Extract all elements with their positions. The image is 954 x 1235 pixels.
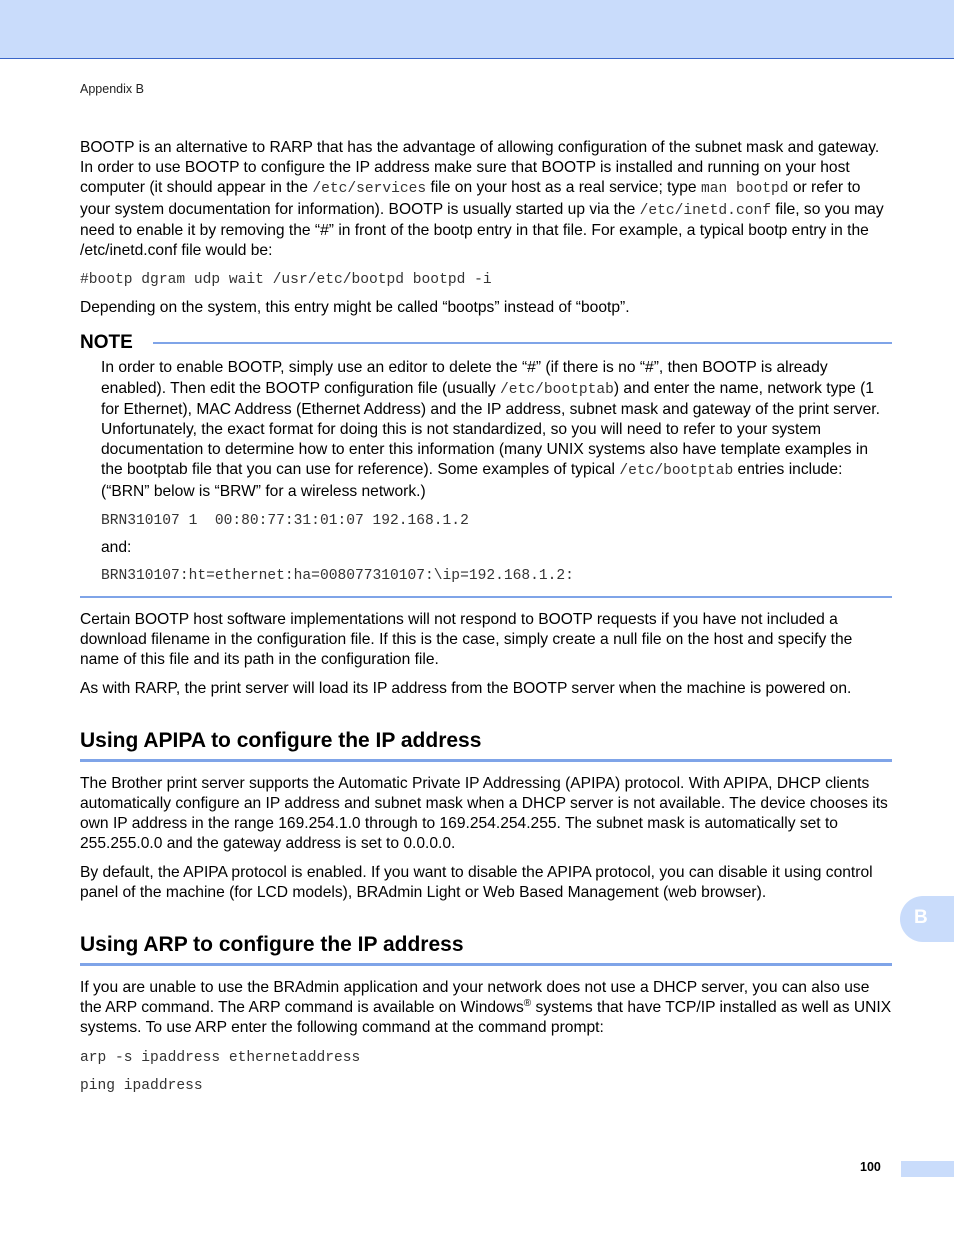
running-header: Appendix B: [80, 82, 144, 96]
note-header: [80, 332, 892, 354]
text-run: In order to enable BOOTP, simply use an editor to delete the “#” (if there is no “#”, then BOOTP is already enabled). Then edit the BOOTP configuration file (usually: [101, 359, 828, 397]
text-run: If you are unable to use the BRAdmin application and your network does not use a DHCP server, you can also use the ARP command. The ARP command is available on Windows: [80, 979, 870, 1017]
text-run: ) and enter the name, network type (1 for Ethernet), MAC Address (Ethernet Address) and the IP address, subnet mask and gateway of the print server. Unfortunately, the exact format for doing this is not standardized, so you will need to refer to your system documentation to determine how to enter this information (many UNIX systems also have template examples in the bootptab file that you can use for reference). Some examples of typical: [101, 379, 880, 479]
text-run: BOOTP is an alternative to RARP that has the advantage of allowing configuration of the subnet mask and gateway. In order to use BOOTP to configure the IP address make sure that BOOTP is installed and running on your host computer (it should appear in the: [80, 139, 880, 197]
note-rule: [153, 342, 892, 344]
arp-paragraph: [80, 978, 892, 1039]
apipa-paragraph-1: The Brother print server supports the Automatic Private IP Addressing (APIPA) protocol. With APIPA, DHCP clients automatically configure an IP address and subnet mask when a DHCP server is not available. The device chooses its own IP address in the range 169.254.1.0 through to 169.254.254.255. The subnet mask is automatically set to 255.255.0.0 and the gateway address is set to 0.0.0.0.: [80, 774, 888, 853]
bootp-paragraph: [80, 138, 892, 261]
apipa-paragraph-2: By default, the APIPA protocol is enabled. If you want to disable the APIPA protocol, you can disable it using control panel of the machine (for LCD models), BRAdmin Light or Web Based Management (web browser).: [80, 863, 873, 901]
code-arp-command: arp -s ipaddress ethernetaddress: [80, 1049, 361, 1066]
inline-code: /etc/services: [312, 181, 427, 198]
page-number: 100: [860, 1160, 881, 1174]
appendix-side-tab: [900, 896, 954, 942]
bootp-filename-paragraph: Certain BOOTP host software implementations will not respond to BOOTP requests if you have not included a download filename in the configuration file. If this is the case, simply create a null file on the host and specify the name of this file and its path in the configuration file.: [80, 611, 853, 669]
code-ping-command: ping ipaddress: [80, 1077, 203, 1094]
text-run: systems that have TCP/IP installed as well as UNIX systems. To use ARP enter the following command at the command prompt:: [80, 999, 892, 1037]
text-run: or refer to your system documentation for information). BOOTP is usually started up via the: [80, 179, 861, 218]
inline-code: man bootpd: [700, 181, 789, 198]
code-bootptab-example-2: BRN310107:ht=ethernet:ha=008077310107:\ip=192.168.1.2:: [101, 568, 574, 585]
text-run: file, so you may need to enable it by removing the “#” in front of the bootp entry in that file. For example, a typical bootp entry in the /etc/inetd.conf file would be:: [80, 200, 884, 260]
note-paragraph: [101, 358, 892, 501]
note-and: and:: [101, 538, 132, 556]
arp-heading: Using ARP to configure the IP address: [80, 933, 892, 966]
note-title: NOTE: [80, 332, 133, 354]
note-body: [80, 358, 892, 586]
note-end-rule: [80, 596, 892, 598]
registered-mark: ®: [523, 998, 532, 1010]
page-content: [80, 138, 892, 1096]
code-bootp-entry: #bootp dgram udp wait /usr/etc/bootpd bootpd -i: [80, 272, 492, 289]
inline-code: /etc/bootptab: [619, 463, 734, 480]
text-run: entries include: (“BRN” below is “BRW” for a wireless network.): [101, 461, 843, 500]
page-number-bar: [901, 1161, 954, 1177]
inline-code: /etc/inetd.conf: [639, 202, 771, 219]
code-bootptab-example-1: BRN310107 1 00:80:77:31:01:07 192.168.1.2: [101, 512, 469, 529]
inline-code: /etc/bootptab: [500, 381, 614, 398]
bootp-powered-paragraph: As with RARP, the print server will load its IP address from the BOOTP server when the machine is powered on.: [80, 679, 852, 697]
text-run: file on your host as a real service; type: [426, 179, 701, 197]
apipa-heading: Using APIPA to configure the IP address: [80, 729, 892, 762]
side-tab-letter: B: [914, 907, 928, 928]
bootps-paragraph: Depending on the system, this entry might be called “bootps” instead of “bootp”.: [80, 299, 630, 317]
top-band: [0, 0, 954, 59]
